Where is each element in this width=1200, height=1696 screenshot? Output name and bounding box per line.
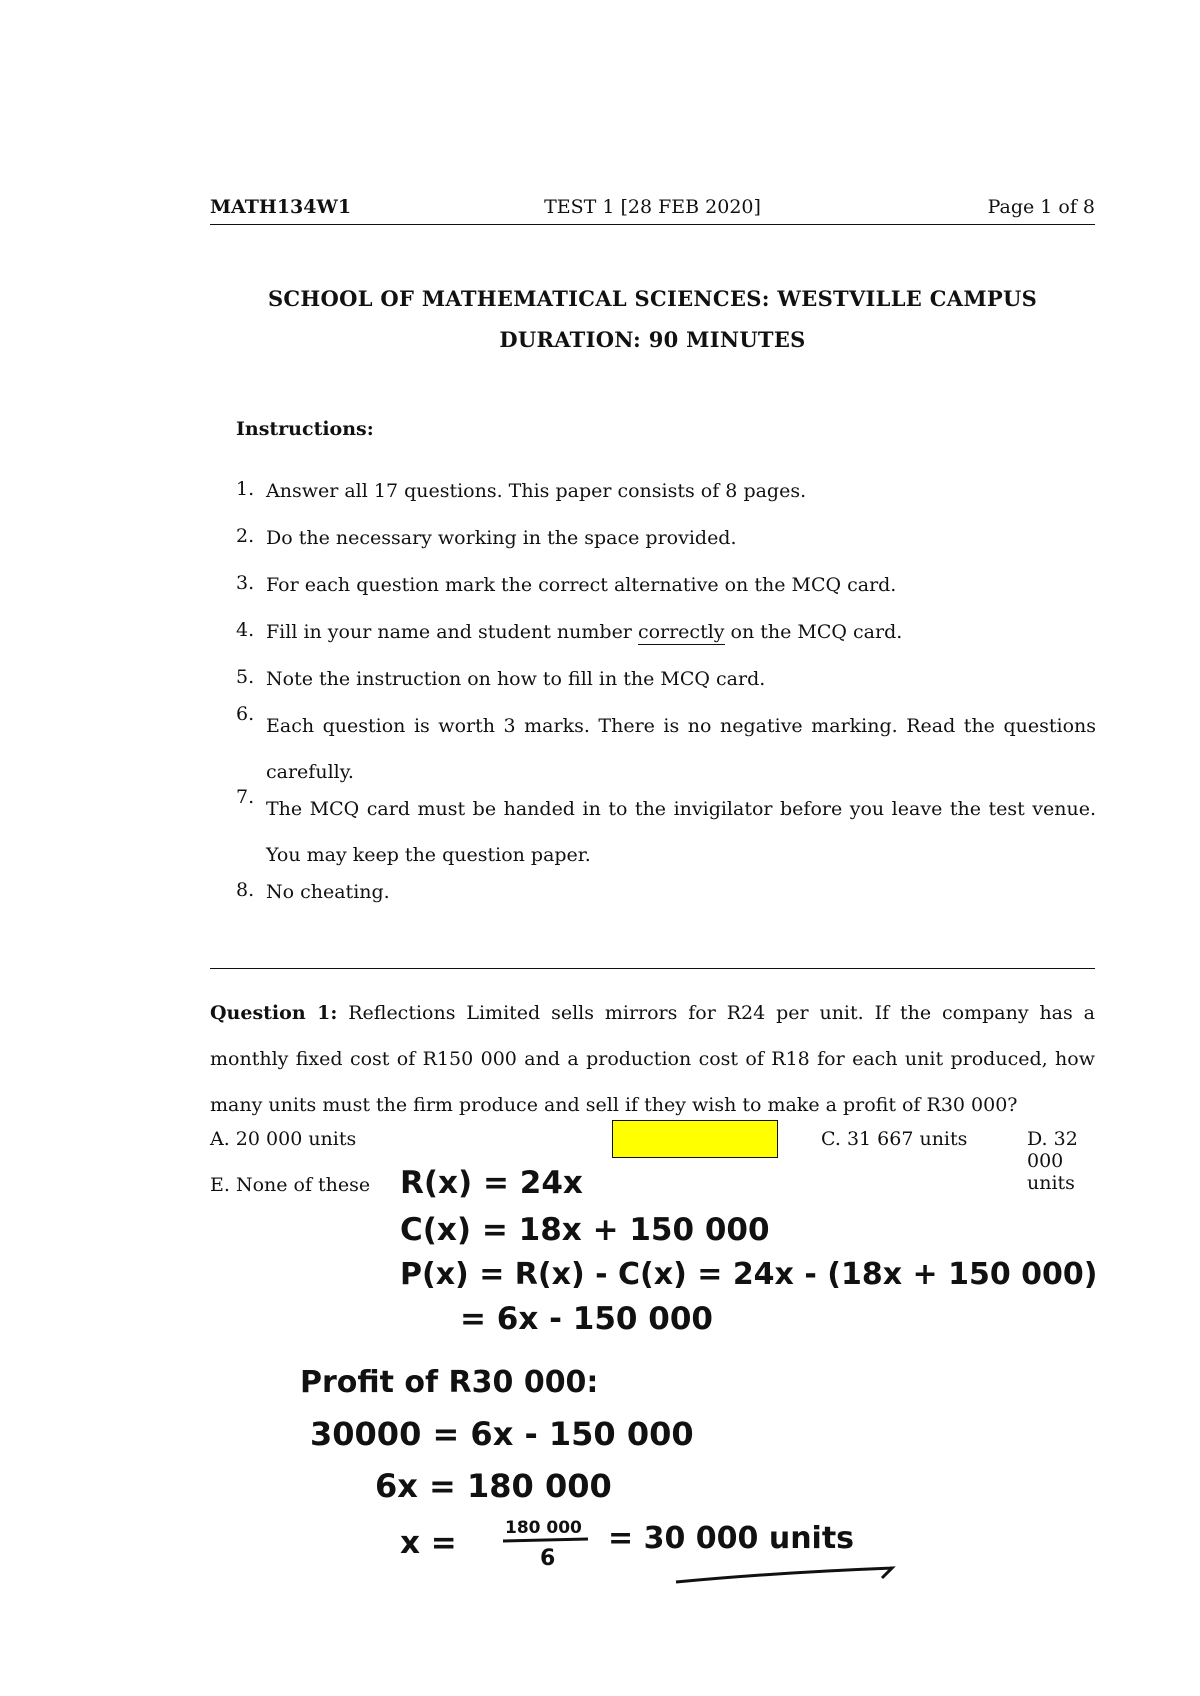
- working-revenue: R(x) = 24x: [400, 1165, 583, 1201]
- list-item: 7. The MCQ card must be handed in to the invigilator before you leave the test venue. You may keep the question paper.: [236, 786, 1096, 866]
- fraction-bar: [503, 1539, 588, 1541]
- option-c: C. 31 667 units: [821, 1128, 968, 1150]
- course-code: MATH134W1: [210, 196, 352, 218]
- working-answer: = 30 000 units: [608, 1521, 855, 1556]
- page-number: Page 1 of 8: [987, 196, 1095, 218]
- instructions-heading: Instructions:: [236, 418, 374, 440]
- list-item: 4. Fill in your name and student number correctly on the MCQ card.: [236, 619, 903, 643]
- working-fraction-denominator: 6: [540, 1546, 556, 1571]
- working-simplified: = 6x - 150 000: [460, 1301, 713, 1337]
- option-a: A. 20 000 units: [210, 1128, 357, 1150]
- school-title: SCHOOL OF MATHEMATICAL SCIENCES: WESTVILLE CAMPUS: [267, 286, 1038, 311]
- option-e: E. None of these: [210, 1174, 371, 1196]
- list-item: 5. Note the instruction on how to fill in the MCQ card.: [236, 666, 766, 690]
- list-item: 8. No cheating.: [236, 879, 390, 903]
- working-equation: 30000 = 6x - 150 000: [310, 1415, 694, 1453]
- working-cost: C(x) = 18x + 150 000: [400, 1212, 770, 1248]
- test-label: TEST 1 [28 FEB 2020]: [544, 196, 761, 218]
- list-item: 2. Do the necessary working in the space provided.: [236, 525, 737, 549]
- emphasis-correctly: correctly: [637, 621, 725, 643]
- list-item: 3. For each question mark the correct alternative on the MCQ card.: [236, 572, 897, 596]
- working-step: 6x = 180 000: [375, 1467, 612, 1505]
- working-profit-function: P(x) = R(x) - C(x) = 24x - (18x + 150 000): [400, 1257, 1098, 1292]
- working-profit-heading: Profit of R30 000:: [300, 1365, 599, 1400]
- working-fraction-numerator: 180 000: [505, 1518, 582, 1538]
- working-x-label: x =: [400, 1525, 457, 1561]
- duration-title: DURATION: 90 MINUTES: [499, 327, 806, 352]
- question-text: Reflections Limited sells mirrors for R24 per unit. If the company has a monthly fixed cost of R150 000 and a production cost of R18 for each unit produced, how many units must the firm produce and sell if they wish to make a profit of R30 000?: [210, 1002, 1095, 1116]
- question-label: Question 1:: [210, 1002, 338, 1024]
- list-item: 1. Answer all 17 questions. This paper consists of 8 pages.: [236, 478, 807, 502]
- answer-underline: [676, 1568, 892, 1582]
- list-item: 6. Each question is worth 3 marks. There is no negative marking. Read the questions carefully.: [236, 703, 1096, 783]
- option-d: D. 32 000 units: [1027, 1128, 1078, 1194]
